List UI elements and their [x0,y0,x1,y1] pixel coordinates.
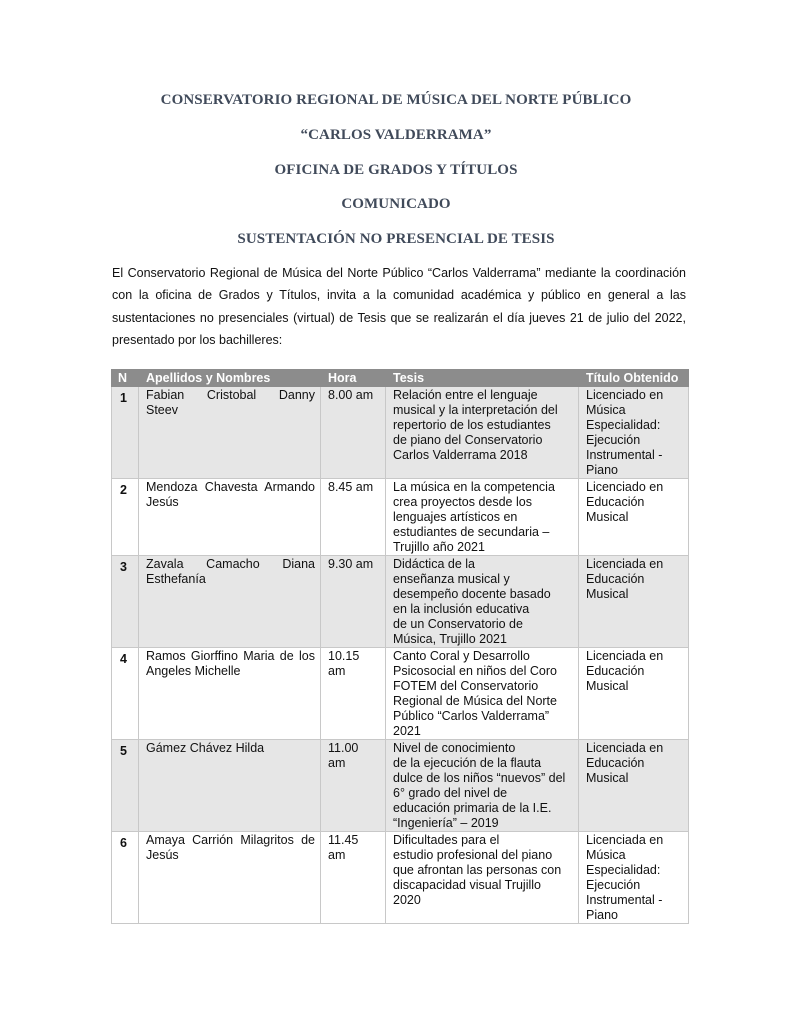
institution-heading: CONSERVATORIO REGIONAL DE MÚSICA DEL NORTE PÚBLICO [160,92,632,108]
cell-line: Dificultades para el [393,833,500,847]
row-number-cell: 1 [112,387,139,479]
time-cell [321,740,386,832]
intro-line: con la oficina de Grados y Títulos, invita a la comunidad académica y público en general a las [112,288,686,303]
cell-line: Ramos Giorffino Maria de los [146,649,315,663]
cell-line: de un Conservatorio de [393,617,523,631]
cell-line: Musical [586,587,629,601]
office-heading: OFICINA DE GRADOS Y TÍTULOS [274,162,518,178]
cell-line: Amaya Carrión Milagritos de [146,833,315,847]
column-header-names: Apellidos y Nombres [139,370,321,387]
cell-line: Gámez Chávez Hilda [146,741,265,755]
cell-line: 8.00 am [328,388,374,402]
row-number-cell: 3 [112,556,139,648]
cell-line: Musical [586,771,629,785]
degree-title-cell [579,387,689,479]
degree-title-cell [579,832,689,924]
degree-title-cell [579,556,689,648]
column-header-number: N [112,370,139,387]
cell-line: Trujillo año 2021 [393,540,485,554]
row-number-cell: 5 [112,740,139,832]
degree-title-cell [579,740,689,832]
cell-line: de la ejecución de la flauta [393,756,542,770]
time-cell [321,387,386,479]
cell-line: musical y la interpretación del [393,403,558,417]
cell-line: Licenciada en [586,833,664,847]
cell-line: discapacidad visual Trujillo [393,878,541,892]
row-number-cell: 2 [112,479,139,556]
student-name-cell [139,832,321,924]
cell-line: Educación [586,756,645,770]
cell-line: Instrumental - [586,893,663,907]
intro-line: El Conservatorio Regional de Música del Norte Público “Carlos Valderrama” mediante la coordinación [112,266,686,280]
thesis-schedule-table [111,369,689,924]
cell-line: Ejecución [586,433,641,447]
cell-line: Psicosocial en niños del Coro [393,664,557,678]
thesis-title-cell [386,740,579,832]
cell-line: Música, Trujillo 2021 [393,632,507,646]
cell-line: Jesús [146,495,179,509]
student-name-cell [139,556,321,648]
cell-line: “Ingeniería” – 2019 [393,816,499,830]
institution-name-heading: “CARLOS VALDERRAMA” [300,127,492,143]
cell-line: en la inclusión educativa [393,602,530,616]
time-cell [321,556,386,648]
cell-line: 8.45 am [328,480,374,494]
cell-line: Licenciada en [586,557,664,571]
cell-line: Educación [586,664,645,678]
thesis-title-cell [386,556,579,648]
thesis-title-cell [386,648,579,740]
document-type-heading: COMUNICADO [341,196,451,212]
cell-line: Angeles Michelle [146,664,241,678]
cell-line: Piano [586,463,618,477]
row-number-cell: 4 [112,648,139,740]
cell-line: Didáctica de la [393,557,475,571]
cell-line: Canto Coral y Desarrollo [393,649,530,663]
table-row [112,648,689,740]
cell-line: Steev [146,403,178,417]
cell-line: Piano [586,908,618,922]
cell-line: Educación [586,572,645,586]
table-row [112,387,689,479]
cell-line: am [328,664,346,678]
cell-line: Nivel de conocimiento [393,741,516,755]
cell-line: 10.15 [328,649,360,663]
cell-line: Musical [586,510,629,524]
cell-line: estudio profesional del piano [393,848,553,862]
cell-line: de piano del Conservatorio [393,433,543,447]
cell-line: Música [586,848,626,862]
cell-line: Carlos Valderrama 2018 [393,448,528,462]
cell-line: Relación entre el lenguaje [393,388,538,402]
table-header-row [112,370,689,387]
cell-line: lenguajes artísticos en [393,510,518,524]
cell-line: desempeño docente basado [393,587,551,601]
cell-line: 11.45 [328,833,359,847]
degree-title-cell [579,479,689,556]
table-row [112,832,689,924]
table-row [112,740,689,832]
degree-title-cell [579,648,689,740]
cell-line: FOTEM del Conservatorio [393,679,539,693]
cell-line: repertorio de los estudiantes [393,418,551,432]
table-row [112,479,689,556]
cell-line: Mendoza Chavesta Armando [146,480,315,494]
cell-line: 11.00 [328,741,359,755]
cell-line: La música en la competencia [393,480,555,494]
cell-line: Musical [586,679,629,693]
cell-line: 9.30 am [328,557,374,571]
table-body [112,387,689,924]
intro-paragraph [112,262,686,351]
cell-line: Licenciada en [586,649,664,663]
cell-line: Regional de Música del Norte [393,694,557,708]
column-header-thesis: Tesis [386,370,579,387]
cell-line: Público “Carlos Valderrama” [393,709,550,723]
cell-line: dulce de los niños “nuevos” del [393,771,566,785]
cell-line: Licenciada en [586,741,664,755]
cell-line: educación primaria de la I.E. [393,801,552,815]
subject-heading: SUSTENTACIÓN NO PRESENCIAL DE TESIS [237,231,555,247]
intro-line: sustentaciones no presenciales (virtual) de Tesis que se realizarán el día jueves 21 de julio del 2022, [112,310,686,325]
student-name-cell [139,479,321,556]
cell-line: 2021 [393,724,421,738]
cell-line: Licenciado en [586,480,664,494]
student-name-cell [139,740,321,832]
student-name-cell [139,387,321,479]
thesis-title-cell [386,387,579,479]
cell-line: Zavala Camacho Diana [146,557,315,571]
cell-line: estudiantes de secundaria – [393,525,550,539]
time-cell [321,832,386,924]
cell-line: 2020 [393,893,421,907]
cell-line: Especialidad: [586,863,661,877]
column-header-time: Hora [321,370,386,387]
cell-line: crea proyectos desde los [393,495,532,509]
student-name-cell [139,648,321,740]
row-number-cell: 6 [112,832,139,924]
table-row [112,556,689,648]
cell-line: am [328,756,346,770]
cell-line: enseñanza musical y [393,572,510,586]
cell-line: Fabian Cristobal Danny [146,388,315,402]
cell-line: Ejecución [586,878,641,892]
cell-line: Música [586,403,626,417]
cell-line: Especialidad: [586,418,661,432]
column-header-degree: Título Obtenido [579,370,689,387]
cell-line: 6° grado del nivel de [393,786,508,800]
time-cell [321,648,386,740]
cell-line: am [328,848,346,862]
thesis-title-cell [386,479,579,556]
cell-line: Licenciado en [586,388,664,402]
cell-line: Jesús [146,848,179,862]
thesis-title-cell [386,832,579,924]
cell-line: Esthefanía [146,572,206,586]
cell-line: que afrontan las personas con [393,863,562,877]
intro-line: presentado por los bachilleres: [112,332,283,347]
cell-line: Instrumental - [586,448,663,462]
time-cell [321,479,386,556]
cell-line: Educación [586,495,645,509]
